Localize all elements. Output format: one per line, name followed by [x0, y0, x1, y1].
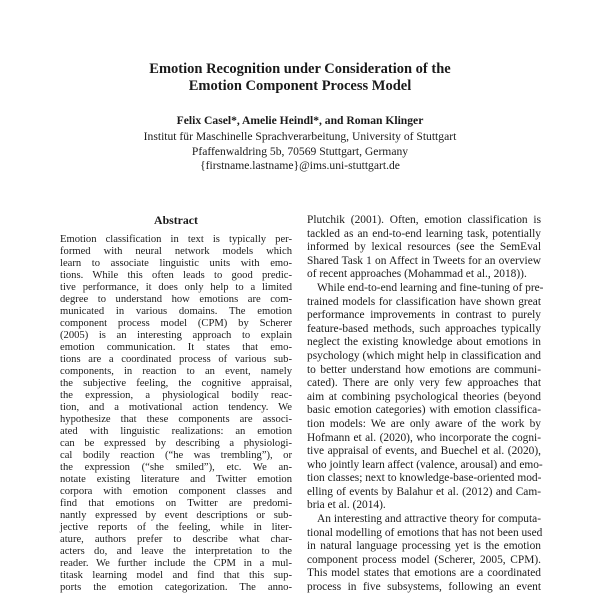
text-line: basic emotion categories) with emotion classifica-: [307, 404, 541, 417]
text-line: of recent approaches (Mohammad et al., 2018)).: [307, 268, 527, 281]
text-line: feature-based methods, such approaches typically: [307, 322, 541, 335]
text-line: bria et al. (2014).: [307, 499, 386, 512]
text-line: tive appraisal of events, and Buechel et al. (2020),: [307, 445, 541, 458]
authors: Felix Casel*, Amelie Heindl*, and Roman Klinger: [176, 114, 424, 127]
abstract-heading: Abstract: [154, 213, 198, 227]
text-line: can be expressed by describing a physiologi-: [60, 438, 292, 449]
text-line: find that emotions on Twitter are predomi-: [60, 498, 292, 509]
text-line: aim at combining psychological theories (beyond: [307, 390, 541, 403]
affiliation: Institut für Maschinelle Sprachverarbeitung, University of Stuttgart: [143, 130, 457, 143]
text-line: tion classes; next to knowledge-base-oriented mod-: [307, 472, 542, 485]
text-line: tions are a coordinated process of various sub-: [60, 354, 292, 365]
text-line: reader. We further include the CPM in a mul-: [60, 558, 292, 569]
text-line: Plutchik (2001). Often, emotion classification is: [307, 214, 541, 226]
text-line: nantly expressed by event descriptions or sub-: [60, 510, 292, 521]
text-line: tional modelling of emotions that has not been used: [307, 526, 543, 539]
text-line: the expression (“she smiled”), etc. We an-: [60, 462, 292, 473]
paper-title-line-1: Emotion Recognition under Consideration of the: [149, 61, 451, 77]
text-line: notate existing literature and Twitter emotion: [60, 474, 292, 485]
text-line: degree to understand how emotions are com-: [60, 294, 292, 305]
text-line: informed by lexical resources (see the SemEval: [307, 241, 541, 254]
text-line: This model states that emotions are a coordinated: [307, 567, 541, 580]
text-line: elling of events by Balahur et al. (2012) and Cam-: [307, 485, 541, 498]
text-line: Hofmann et al. (2020), who incorporate the cogni-: [307, 431, 541, 444]
text-line: tackled as an end-to-end learning task, potentially: [307, 227, 541, 240]
text-line: trained models for classification have shown great: [307, 295, 541, 308]
text-line: psychology (which might help in classification and: [307, 349, 541, 362]
text-line: performance improvements in contrast to purely: [307, 309, 541, 322]
text-line: the expression, a physiological bodily reac-: [60, 390, 292, 401]
text-line: ature, authors prefer to describe what char-: [60, 534, 292, 545]
text-line: hypothesize that these components are associ-: [60, 414, 292, 425]
text-line: cated). There are only very few approaches that: [307, 377, 541, 390]
text-line: (2005) is an interesting approach to explain: [60, 330, 292, 341]
text-line: titask learning model and find that this sup-: [60, 570, 292, 581]
text-line: acters do, and leave the interpretation to the: [60, 546, 292, 557]
text-line: emotion communication. It states that emo-: [60, 342, 292, 353]
text-line: tions. While this often leads to good predic-: [60, 270, 292, 281]
email: {firstname.lastname}@ims.uni-stuttgart.de: [200, 159, 400, 172]
address: Pfaffenwaldring 5b, 70569 Stuttgart, Germany: [191, 145, 409, 158]
text-line: to better understand how emotions are communi-: [307, 363, 541, 376]
text-line: An interesting and attractive theory for computa-: [317, 513, 541, 526]
text-line: the subjective feeling, the cognitive appraisal,: [60, 378, 292, 389]
text-line: learn to associate linguistic units with emo-: [60, 258, 292, 269]
paper-title-line-2: Emotion Component Process Model: [188, 78, 412, 94]
text-line: tion models: We are only aware of the work by: [307, 417, 541, 430]
text-line: cal bodily reaction (“he was trembling”), or: [60, 450, 292, 461]
text-line: neglect the existing knowledge about emotions in: [307, 336, 541, 349]
introduction-body: [307, 214, 544, 595]
text-line: in natural language processing yet is the emotion: [307, 540, 541, 553]
text-line: who jointly learn affect (valence, arousal) and emo-: [307, 458, 543, 471]
text-line: While end-to-end learning and fine-tuning of pre-: [317, 281, 544, 294]
abstract-body: [60, 234, 292, 594]
text-line: formed with neural network models which: [60, 246, 292, 257]
text-line: component process model (Scherer, 2005, CPM).: [307, 553, 541, 566]
text-line: tion, and a motivational action tendency. We: [60, 402, 292, 413]
text-line: Shared Task 1 on Affect in Tweets for an overview: [307, 254, 541, 267]
text-line: tive performance, it does only help to a limited: [60, 282, 292, 293]
text-line: Emotion classification in text is typically per-: [60, 234, 292, 245]
text-line: ated with linguistic realizations: an emotion: [60, 426, 292, 437]
text-line: component process model (CPM) by Scherer: [60, 318, 292, 329]
text-line: corpora with emotion component classes and: [60, 486, 292, 497]
text-line: process in five subsystems, following an event: [307, 581, 541, 594]
text-line: components, in reaction to an event, namely: [60, 366, 292, 377]
text-line: ports the emotion categorization. The anno-: [60, 582, 292, 593]
text-line: municated in various domains. The emotion: [60, 306, 292, 317]
text-line: jective reports of the feeling, while in liter-: [60, 522, 292, 533]
